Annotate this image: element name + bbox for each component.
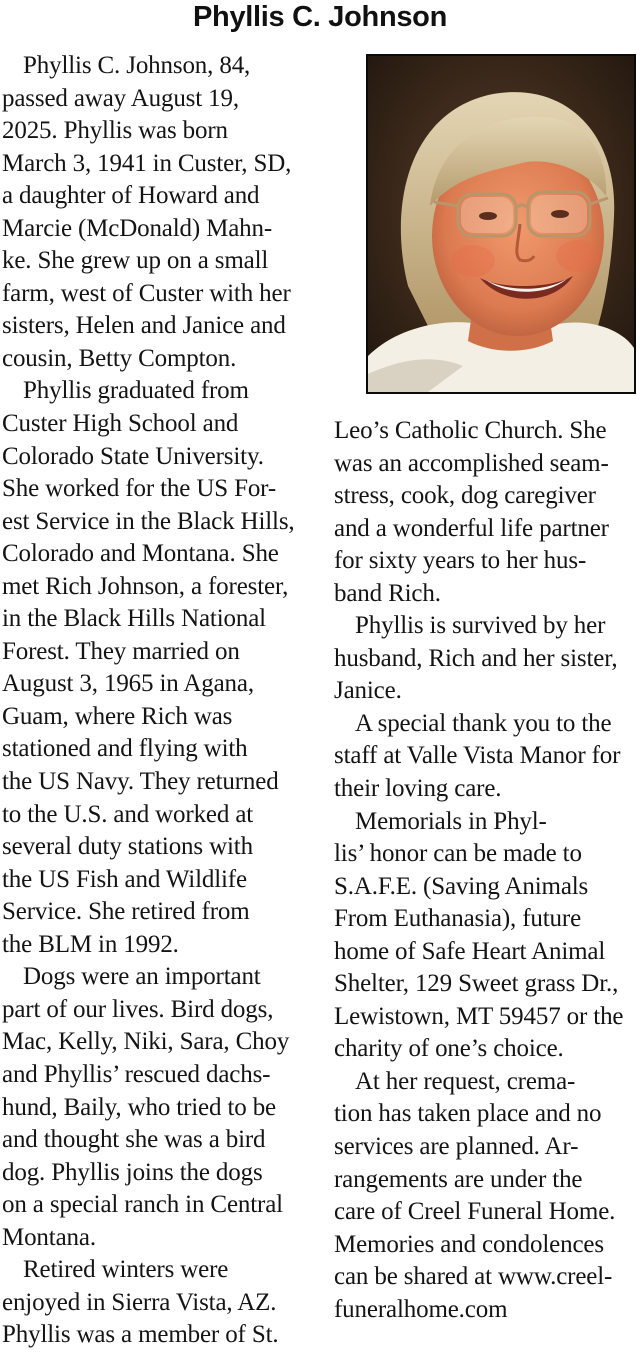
obituary-text-line: Colorado State University.: [2, 442, 264, 470]
obituary-text-line: on a special ranch in Central: [2, 1191, 283, 1219]
obituary-text-line: passed away August 19,: [2, 84, 239, 112]
portrait-photo: [366, 54, 636, 394]
obituary-text-line: met Rich Johnson, a forester,: [2, 572, 289, 600]
obituary-text-line: the US Fish and Wildlife: [2, 865, 247, 893]
obituary-text-line: Mac, Kelly, Niki, Sara, Choy: [2, 1028, 290, 1056]
obituary-text-line: Retired winters were: [23, 1256, 229, 1284]
obituary-text-line: Memories and condolences: [334, 1230, 604, 1258]
obituary-text-line: Lewistown, MT 59457 or the: [334, 1002, 624, 1030]
obituary-text-line: hund, Baily, who tried to be: [2, 1093, 276, 1121]
obituary-text-line: dog. Phyllis joins the dogs: [2, 1158, 263, 1186]
obituary-text-line: Dogs were an important: [23, 963, 261, 991]
obituary-text-line: From Euthanasia), future: [334, 905, 582, 933]
obituary-text-line: August 3, 1965 in Agana,: [2, 670, 254, 698]
obituary-text-line: Memorials in Phyl-: [355, 807, 547, 835]
obituary-text-line: Custer High School and: [2, 410, 239, 438]
obituary-text-line: part of our lives. Bird dogs,: [2, 995, 274, 1023]
obituary-text-line: several duty stations with: [2, 833, 253, 861]
portrait-photo-icon: [368, 56, 634, 392]
obituary-text-line: staff at Valle Vista Manor for: [334, 742, 621, 770]
obituary-text-line: lis’ honor can be made to: [334, 840, 582, 868]
obituary-text-line: Montana.: [2, 1223, 96, 1251]
obituary-text-line: 2025. Phyllis was born: [2, 117, 228, 145]
obituary-text-line: cousin, Betty Compton.: [2, 344, 237, 372]
obituary-text-line: Forest. They married on: [2, 637, 240, 665]
obituary-text-line: charity of one’s choice.: [334, 1035, 564, 1063]
obituary-text-line: Guam, where Rich was: [2, 702, 233, 730]
obituary-text-line: She worked for the US For-: [2, 475, 277, 503]
obituary-text-line: and Phyllis’ rescued dachs-: [2, 1060, 271, 1088]
obituary-text-line: in the Black Hills National: [2, 605, 266, 633]
obituary-text-line: for sixty years to her hus-: [334, 547, 587, 575]
obituary-text-line: Phyllis is survived by her: [355, 612, 606, 640]
obituary-title: Phyllis C. Johnson: [192, 1, 448, 33]
obituary-text-line: Colorado and Montana. She: [2, 540, 279, 568]
obituary-text-line: stress, cook, dog caregiver: [334, 482, 596, 510]
obituary-text-line: band Rich.: [334, 579, 441, 607]
obituary-text-line: husband, Rich and her sister,: [334, 644, 618, 672]
obituary-text-line: farm, west of Custer with her: [2, 279, 291, 307]
obituary-text-line: rangements are under the: [334, 1165, 583, 1193]
obituary-text-line: Service. She retired from: [2, 898, 250, 926]
obituary-text-line: the BLM in 1992.: [2, 930, 179, 958]
obituary-text-line: was an accomplished seam-: [334, 449, 609, 477]
obituary-text-line: Leo’s Catholic Church. She: [334, 417, 607, 444]
obituary-text-line: Phyllis graduated from: [23, 377, 249, 405]
obituary-text-line: to the U.S. and worked at: [2, 800, 254, 828]
obituary-text-line: sisters, Helen and Janice and: [2, 312, 286, 340]
obituary-text-line: funeralhome.com: [334, 1295, 508, 1323]
obituary-text-line: Phyllis was a member of St.: [2, 1321, 279, 1349]
obituary-text-line: enjoyed in Sierra Vista, AZ.: [2, 1288, 277, 1316]
obituary-text-line: est Service in the Black Hills,: [2, 507, 295, 535]
obituary-text-line: Shelter, 129 Sweet grass Dr.,: [334, 970, 619, 998]
obituary-text-line: Phyllis C. Johnson, 84,: [23, 52, 251, 79]
obituary-text-line: their loving care.: [334, 775, 502, 803]
obituary-text-line: services are planned. Ar-: [334, 1133, 579, 1161]
obituary-text-line: can be shared at www.creel-: [334, 1263, 613, 1291]
obituary-text-line: S.A.F.E. (Saving Animals: [334, 872, 589, 900]
obituary-text-line: Janice.: [334, 677, 402, 705]
obituary-text-line: and thought she was a bird: [2, 1126, 266, 1154]
obituary-text-line: a daughter of Howard and: [2, 182, 260, 210]
obituary-text-line: ke. She grew up on a small: [2, 247, 269, 275]
obituary-text-left-column: [2, 50, 310, 1352]
obituary-text-line: March 3, 1941 in Custer, SD,: [2, 149, 292, 177]
obituary-text-line: At her request, crema-: [355, 1067, 576, 1095]
obituary-text-line: the US Navy. They returned: [2, 768, 279, 796]
obituary-text-line: Marcie (McDonald) Mahn-: [2, 214, 273, 242]
obituary-text-line: A special thank you to the: [355, 709, 612, 737]
obituary-text-line: stationed and flying with: [2, 735, 248, 763]
obituary-text-line: care of Creel Funeral Home.: [334, 1198, 616, 1226]
obituary-text-line: tion has taken place and no: [334, 1100, 602, 1128]
obituary-text-right-column: [334, 415, 640, 1326]
obituary-text-line: and a wonderful life partner: [334, 514, 609, 542]
obituary-text-line: home of Safe Heart Animal: [334, 937, 606, 965]
